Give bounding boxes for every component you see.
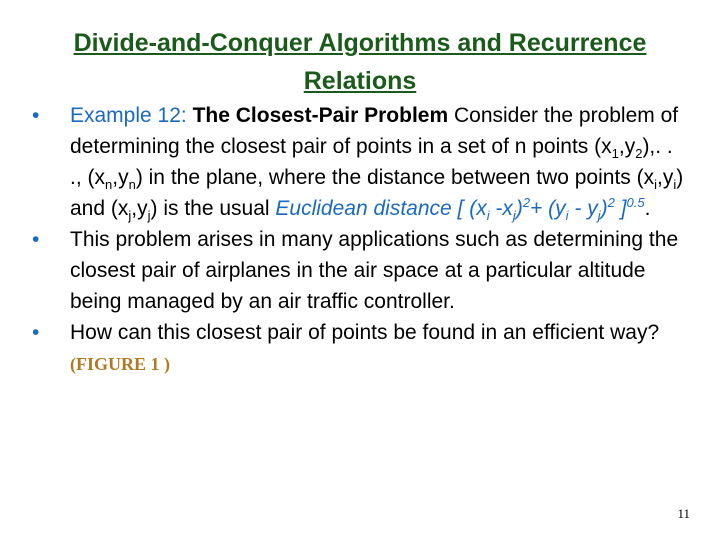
figure-reference: (FIGURE 1 ) (70, 354, 170, 374)
bullet-item (30, 224, 690, 317)
bullet-dot-icon: • (32, 321, 40, 344)
example-label: Example 12: (70, 104, 193, 127)
page-number: 11 (677, 506, 690, 521)
slide-body (30, 100, 690, 380)
problem-heading: The Closest-Pair Problem (192, 104, 449, 127)
bullet-dot-icon: • (32, 228, 40, 251)
euclidean-formula: Euclidean distance [ ($x_i$ $-x_j)^2+ (y_i - y_j)^2$ ]$^{0.5}$ (275, 195, 645, 224)
bullet-text: How can this closest pair of points be found in an efficient way? (70, 321, 660, 344)
bullet-item: • Example 12: The Closest-Pair Problem Consider the problem of determining the closest pair of points in a set of n points $(x_1,y_2)$,. . ., $(x_n,y_n)$ in the plane, where the distance between two points $(x_i,y_i)$ and $(x_j,y_j)$ is the usual Euclidean distance [ ($x_i$ $-x_j)^2+ (y_i - y_j)^2$ ]$^{0.5}$. (30, 100, 690, 224)
bullet-dot-icon: • (32, 104, 40, 127)
bullet-text: This problem arises in many applications such as determining the closest pair of airplanes in the air space at a particular altitude being managed by an air traffic controller. (70, 228, 679, 313)
slide-title: Divide-and-Conquer Algorithms and Recurrence Relations (73, 29, 647, 95)
bullet-item (30, 317, 690, 380)
